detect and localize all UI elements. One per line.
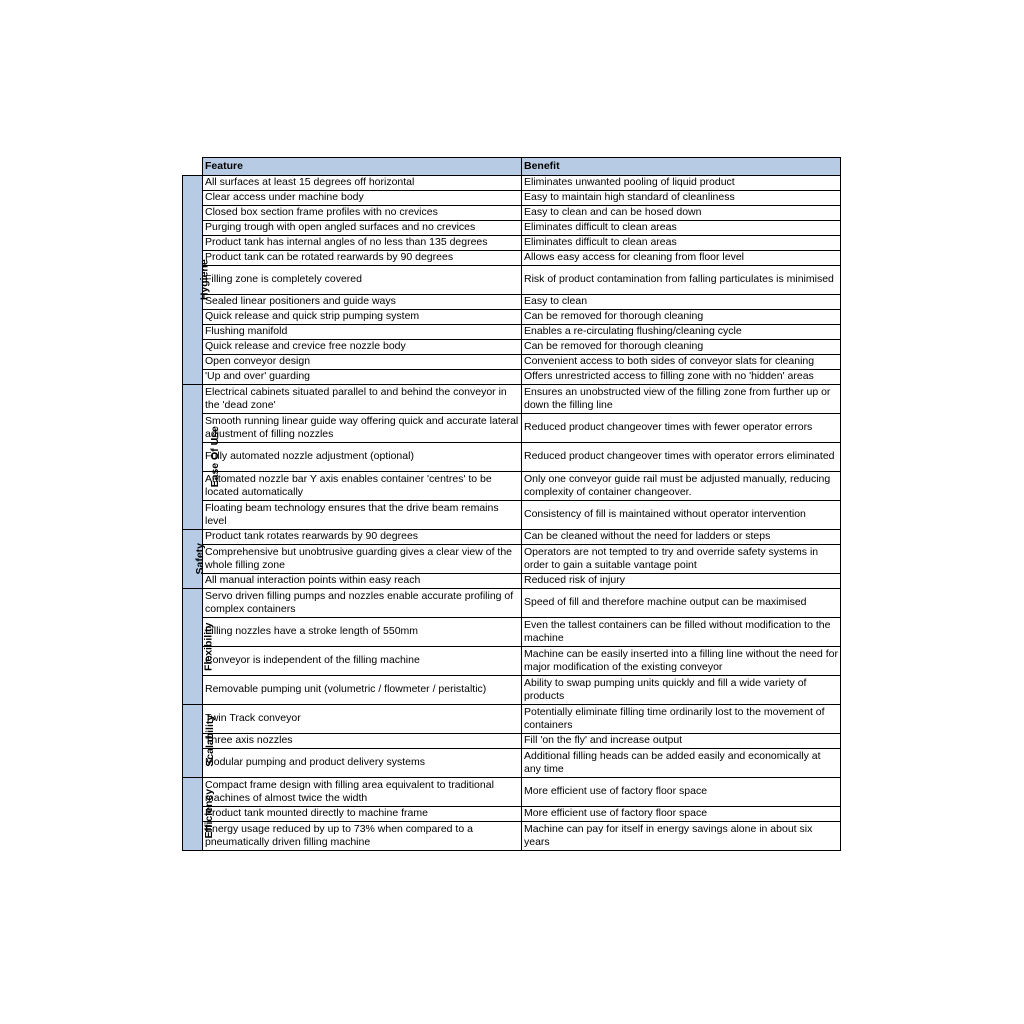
table-row bbox=[183, 778, 841, 807]
feature-cell: Sealed linear positioners and guide ways bbox=[203, 295, 522, 310]
table-row bbox=[183, 221, 841, 236]
benefit-cell: Speed of fill and therefore machine output can be maximised bbox=[522, 589, 841, 618]
table-row bbox=[183, 676, 841, 705]
feature-column-header: Feature bbox=[203, 158, 522, 176]
table-row bbox=[183, 545, 841, 574]
benefit-cell: More efficient use of factory floor space bbox=[522, 807, 841, 822]
feature-cell: Floating beam technology ensures that the drive beam remains level bbox=[203, 501, 522, 530]
category-cell bbox=[183, 176, 211, 385]
benefit-cell: Can be removed for thorough cleaning bbox=[522, 340, 841, 355]
feature-cell: Conveyor is independent of the filling machine bbox=[203, 647, 522, 676]
table-row bbox=[183, 191, 841, 206]
benefit-cell: Easy to clean bbox=[522, 295, 841, 310]
table-row bbox=[183, 355, 841, 370]
table-row bbox=[183, 647, 841, 676]
benefit-cell: Convenient access to both sides of conveyor slats for cleaning bbox=[522, 355, 841, 370]
benefit-cell: Machine can pay for itself in energy savings alone in about six years bbox=[522, 822, 841, 851]
feature-cell: Three axis nozzles bbox=[203, 734, 522, 749]
feature-cell: Quick release and quick strip pumping system bbox=[203, 310, 522, 325]
table-row bbox=[183, 370, 841, 385]
category-label: Ease Of Use bbox=[208, 426, 221, 488]
category-cell bbox=[183, 778, 216, 851]
category-cell bbox=[183, 705, 217, 778]
header-corner-cell bbox=[183, 158, 203, 176]
category-label: Flexibility bbox=[202, 622, 215, 671]
feature-cell: Fully automated nozzle adjustment (optional) bbox=[203, 443, 522, 472]
benefit-cell: Reduced risk of injury bbox=[522, 574, 841, 589]
table-body bbox=[183, 176, 841, 851]
benefit-cell: Easy to clean and can be hosed down bbox=[522, 206, 841, 221]
benefit-cell: Reduced product changeover times with operator errors eliminated bbox=[522, 443, 841, 472]
table-row bbox=[183, 734, 841, 749]
benefit-cell: Even the tallest containers can be filled without modification to the machine bbox=[522, 618, 841, 647]
category-label: Efficiency bbox=[203, 789, 216, 839]
benefit-cell: More efficient use of factory floor space bbox=[522, 778, 841, 807]
table-row bbox=[183, 295, 841, 310]
table-row bbox=[183, 822, 841, 851]
feature-cell: Clear access under machine body bbox=[203, 191, 522, 206]
feature-cell: Servo driven filling pumps and nozzles enable accurate profiling of complex containers bbox=[203, 589, 522, 618]
category-label: Safety bbox=[194, 543, 207, 575]
feature-cell: Product tank has internal angles of no less than 135 degrees bbox=[203, 236, 522, 251]
feature-cell: Filling zone is completely covered bbox=[203, 266, 522, 295]
benefit-cell: Allows easy access for cleaning from floor level bbox=[522, 251, 841, 266]
category-label: Scalability bbox=[204, 715, 217, 767]
table-row bbox=[183, 340, 841, 355]
feature-cell: Flushing manifold bbox=[203, 325, 522, 340]
benefit-cell: Offers unrestricted access to filling zone with no 'hidden' areas bbox=[522, 370, 841, 385]
feature-cell: Smooth running linear guide way offering quick and accurate lateral adjustment of filling nozzles bbox=[203, 414, 522, 443]
feature-cell: Twin Track conveyor bbox=[203, 705, 522, 734]
table-row bbox=[183, 251, 841, 266]
table-row bbox=[183, 530, 841, 545]
benefit-cell: Eliminates difficult to clean areas bbox=[522, 221, 841, 236]
feature-cell: Closed box section frame profiles with no crevices bbox=[203, 206, 522, 221]
benefit-cell: Fill 'on the fly' and increase output bbox=[522, 734, 841, 749]
feature-cell: Removable pumping unit (volumetric / flowmeter / peristaltic) bbox=[203, 676, 522, 705]
table-row bbox=[183, 443, 841, 472]
feature-cell: 'Up and over' guarding bbox=[203, 370, 522, 385]
table-row bbox=[183, 472, 841, 501]
table-row bbox=[183, 749, 841, 778]
feature-cell: Compact frame design with filling area equivalent to traditional machines of almost twice the width bbox=[203, 778, 522, 807]
feature-cell: Product tank can be rotated rearwards by 90 degrees bbox=[203, 251, 522, 266]
benefit-cell: Potentially eliminate filling time ordinarily lost to the movement of containers bbox=[522, 705, 841, 734]
table-row bbox=[183, 325, 841, 340]
benefit-cell: Easy to maintain high standard of cleanliness bbox=[522, 191, 841, 206]
benefit-cell: Operators are not tempted to try and override safety systems in order to gain a suitable vantage point bbox=[522, 545, 841, 574]
feature-cell: Comprehensive but unobtrusive guarding gives a clear view of the whole filling zone bbox=[203, 545, 522, 574]
benefit-cell: Can be removed for thorough cleaning bbox=[522, 310, 841, 325]
benefit-cell: Ability to swap pumping units quickly and fill a wide variety of products bbox=[522, 676, 841, 705]
table-row bbox=[183, 385, 841, 414]
table-row bbox=[183, 501, 841, 530]
category-cell bbox=[183, 385, 221, 530]
benefit-cell: Reduced product changeover times with fewer operator errors bbox=[522, 414, 841, 443]
benefit-cell: Ensures an unobstructed view of the filling zone from further up or down the filling line bbox=[522, 385, 841, 414]
benefit-cell: Eliminates unwanted pooling of liquid product bbox=[522, 176, 841, 191]
feature-cell: Modular pumping and product delivery systems bbox=[203, 749, 522, 778]
feature-cell: Energy usage reduced by up to 73% when compared to a pneumatically driven filling machine bbox=[203, 822, 522, 851]
benefit-cell: Risk of product contamination from falling particulates is minimised bbox=[522, 266, 841, 295]
feature-cell: Filling nozzles have a stroke length of 550mm bbox=[203, 618, 522, 647]
table-row bbox=[183, 705, 841, 734]
feature-cell: Electrical cabinets situated parallel to and behind the conveyor in the 'dead zone' bbox=[203, 385, 522, 414]
table-row bbox=[183, 206, 841, 221]
table-row bbox=[183, 414, 841, 443]
feature-cell: Purging trough with open angled surfaces and no crevices bbox=[203, 221, 522, 236]
benefit-cell: Only one conveyor guide rail must be adjusted manually, reducing complexity of container changeover. bbox=[522, 472, 841, 501]
table-row bbox=[183, 176, 841, 191]
table-row bbox=[183, 266, 841, 295]
table-row bbox=[183, 574, 841, 589]
category-cell bbox=[183, 530, 207, 589]
feature-cell: Quick release and crevice free nozzle body bbox=[203, 340, 522, 355]
feature-cell: All manual interaction points within easy reach bbox=[203, 574, 522, 589]
category-label: Hygiene bbox=[198, 259, 211, 301]
feature-cell: Open conveyor design bbox=[203, 355, 522, 370]
benefit-cell: Can be cleaned without the need for ladders or steps bbox=[522, 530, 841, 545]
table-row bbox=[183, 618, 841, 647]
benefit-column-header: Benefit bbox=[522, 158, 841, 176]
benefit-cell: Enables a re-circulating flushing/cleaning cycle bbox=[522, 325, 841, 340]
table-row bbox=[183, 807, 841, 822]
category-cell bbox=[183, 589, 215, 705]
benefit-cell: Machine can be easily inserted into a filling line without the need for major modification of the existing conveyor bbox=[522, 647, 841, 676]
table-row bbox=[183, 236, 841, 251]
feature-cell: Automated nozzle bar Y axis enables container 'centres' to be located automatically bbox=[203, 472, 522, 501]
feature-cell: Product tank mounted directly to machine frame bbox=[203, 807, 522, 822]
table-row bbox=[183, 589, 841, 618]
feature-cell: All surfaces at least 15 degrees off horizontal bbox=[203, 176, 522, 191]
feature-cell: Product tank rotates rearwards by 90 degrees bbox=[203, 530, 522, 545]
benefit-cell: Additional filling heads can be added easily and economically at any time bbox=[522, 749, 841, 778]
benefit-cell: Consistency of fill is maintained without operator intervention bbox=[522, 501, 841, 530]
table-row bbox=[183, 310, 841, 325]
benefit-cell: Eliminates difficult to clean areas bbox=[522, 236, 841, 251]
header-row bbox=[183, 158, 841, 176]
features-benefits-table bbox=[182, 157, 841, 851]
